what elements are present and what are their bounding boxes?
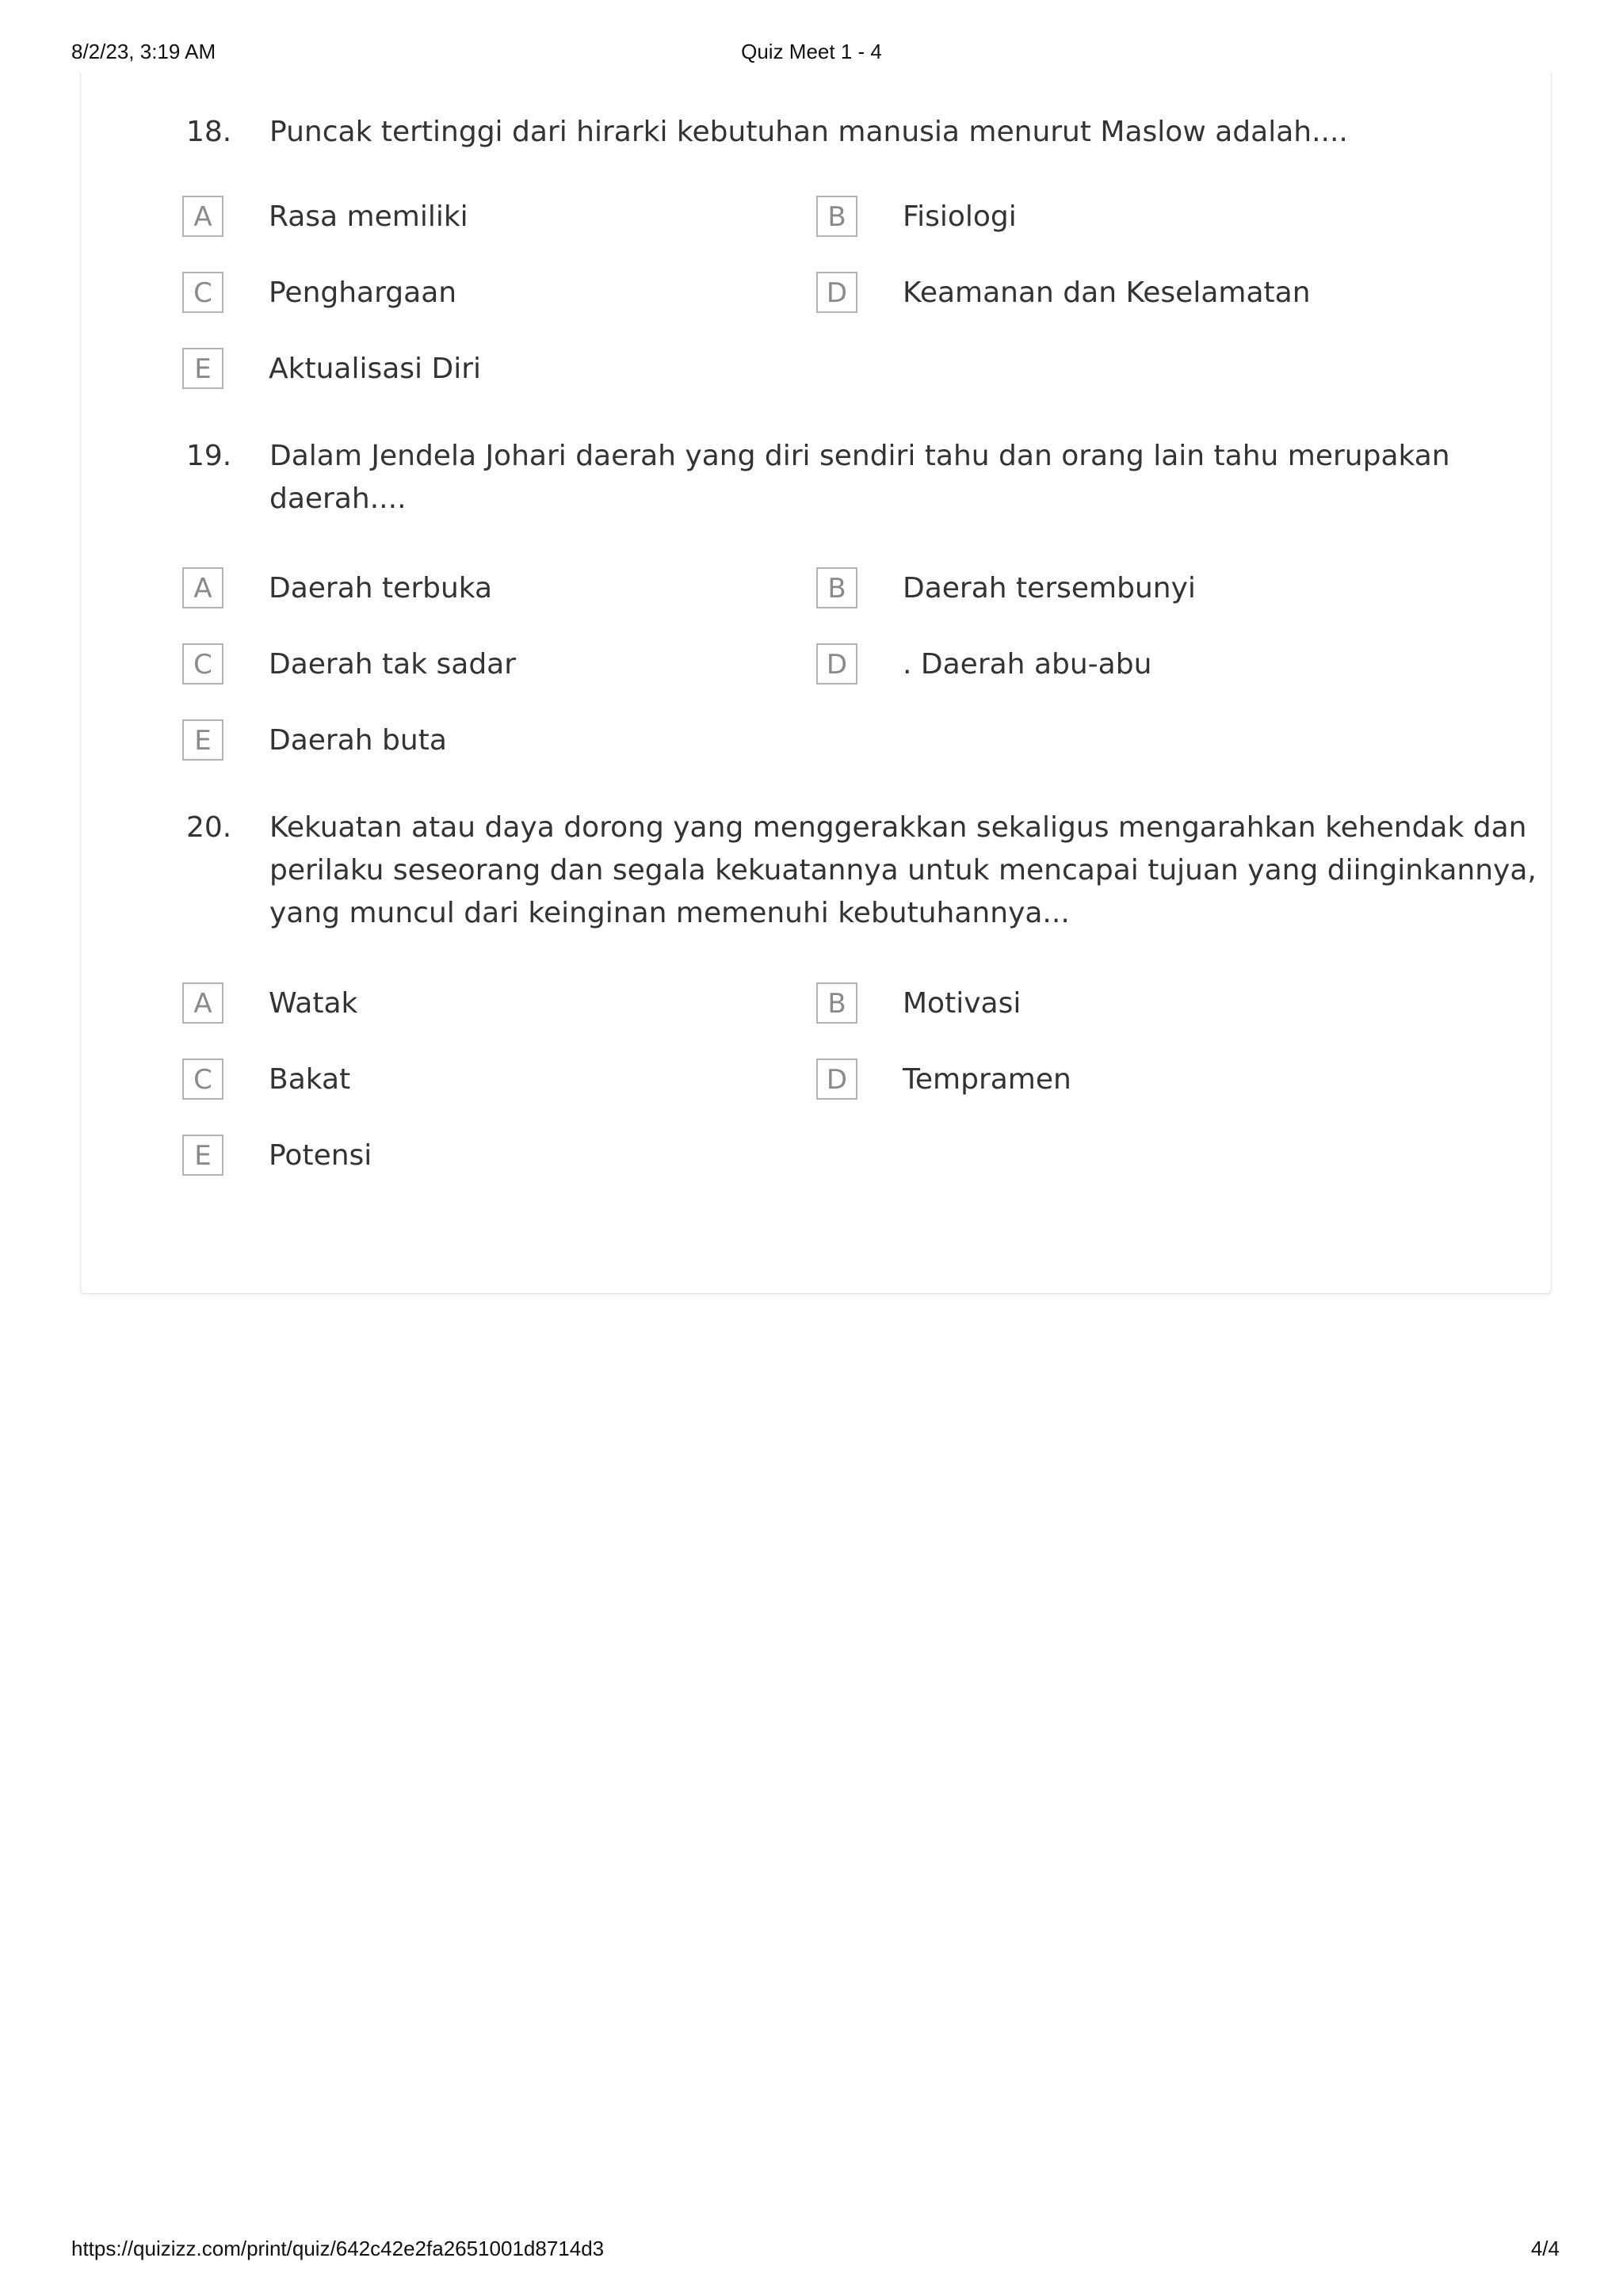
- question-number: 20.: [186, 811, 232, 844]
- option-d: [816, 643, 1419, 688]
- quiz-card: [80, 73, 1552, 1294]
- option-letter-box: C: [182, 643, 223, 685]
- option-a: [182, 982, 785, 1027]
- option-letter-box: C: [182, 1058, 223, 1100]
- option-text: Potensi: [269, 1139, 372, 1172]
- option-letter-box: A: [182, 567, 223, 608]
- option-b: [816, 196, 1419, 240]
- option-text: Daerah tersembunyi: [903, 572, 1196, 605]
- option-letter-box: E: [182, 1135, 223, 1176]
- option-text: Daerah buta: [269, 724, 447, 757]
- document-title: Quiz Meet 1 - 4: [741, 40, 882, 63]
- option-d: [816, 272, 1419, 316]
- option-c: [182, 643, 785, 688]
- option-a: [182, 196, 785, 240]
- question-number: 19.: [186, 440, 232, 472]
- print-footer: [0, 2237, 1623, 2264]
- option-letter-box: A: [182, 196, 223, 237]
- option-letter-box: C: [182, 272, 223, 313]
- option-b: [816, 982, 1419, 1027]
- option-e: [182, 348, 785, 392]
- option-text: Motivasi: [903, 987, 1022, 1020]
- option-text: Penghargaan: [269, 277, 457, 309]
- option-e: [182, 719, 785, 764]
- option-text: Aktualisasi Diri: [269, 353, 482, 385]
- option-b: [816, 567, 1419, 612]
- option-text: Daerah tak sadar: [269, 648, 517, 681]
- option-c: [182, 272, 785, 316]
- option-text: Rasa memiliki: [269, 200, 468, 233]
- option-letter-box: E: [182, 348, 223, 389]
- option-letter-box: A: [182, 982, 223, 1024]
- option-letter-box: B: [816, 982, 857, 1024]
- option-text: Fisiologi: [903, 200, 1017, 233]
- option-letter-box: E: [182, 719, 223, 761]
- option-text: . Daerah abu-abu: [903, 648, 1152, 681]
- page-url[interactable]: https://quizizz.com/print/quiz/642c42e2fa2651001d8714d3: [71, 2237, 605, 2260]
- option-c: [182, 1058, 785, 1103]
- option-a: [182, 567, 785, 612]
- question-number: 18.: [186, 116, 232, 148]
- question-text: Dalam Jendela Johari daerah yang diri sendiri tahu dan orang lain tahu merupakan daerah....: [269, 440, 1450, 515]
- option-letter-box: B: [816, 567, 857, 608]
- option-text: Keamanan dan Keselamatan: [903, 277, 1311, 309]
- option-letter-box: B: [816, 196, 857, 237]
- option-e: [182, 1135, 785, 1179]
- option-letter-box: D: [816, 272, 857, 313]
- question-text: Kekuatan atau daya dorong yang menggerakkan sekaligus mengarahkan kehendak dan perilaku seseorang dan segala kekuatannya untuk mencapai tujuan yang diinginkannya, yang muncul dari keinginan memenuhi kebutuhannya...: [269, 811, 1537, 929]
- option-text: Daerah terbuka: [269, 572, 493, 605]
- option-text: Tempramen: [903, 1063, 1071, 1096]
- option-letter-box: D: [816, 643, 857, 685]
- option-text: Watak: [269, 987, 358, 1020]
- option-d: [816, 1058, 1419, 1103]
- option-letter-box: D: [816, 1058, 857, 1100]
- print-header: [0, 40, 1623, 67]
- question-text: Puncak tertinggi dari hirarki kebutuhan manusia menurut Maslow adalah....: [269, 116, 1348, 148]
- page-number: 4/4: [1530, 2237, 1560, 2260]
- option-text: Bakat: [269, 1063, 351, 1096]
- print-datetime: 8/2/23, 3:19 AM: [71, 40, 216, 63]
